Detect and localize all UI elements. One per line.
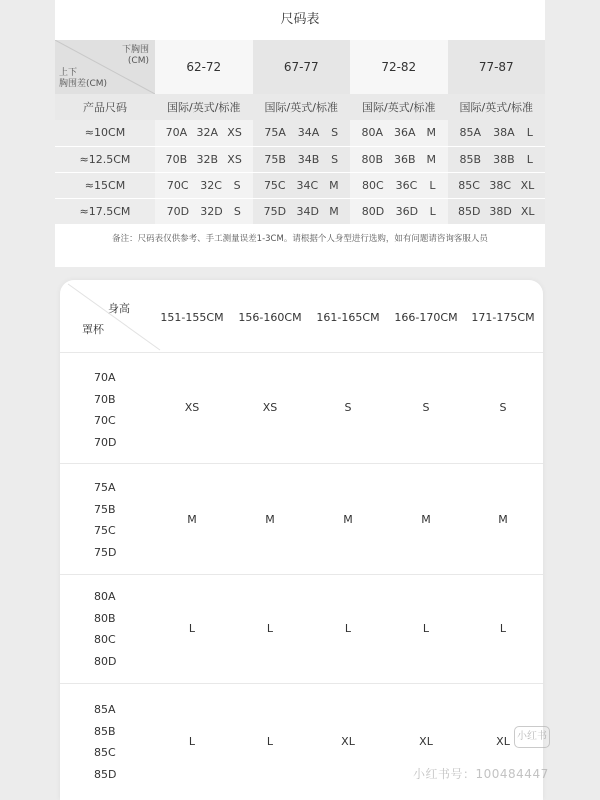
- height-range: 156-160CM: [238, 311, 302, 324]
- size-chart-note: 备注：尺码表仅供参考、手工测量误差1-3CM。请根据个人身型进行选购，如有问题请咨询客服人员: [112, 234, 488, 244]
- uk-size: 36A: [393, 126, 416, 140]
- cup-size: 85C: [94, 746, 116, 759]
- std-size: M: [329, 178, 339, 192]
- uk-size: 38A: [493, 126, 515, 140]
- size-cell: XL: [419, 735, 433, 748]
- cup-list: [94, 477, 116, 563]
- underbust-range: 77-87: [448, 40, 546, 94]
- intl-size: 85B: [459, 152, 482, 166]
- table-row: [55, 198, 545, 224]
- standards-label: 国际/英式/标准: [448, 94, 546, 120]
- intl-size: 75A: [264, 126, 286, 140]
- size-cell: XL: [496, 735, 510, 748]
- size-cell: L: [422, 622, 430, 635]
- uk-size: 36B: [394, 152, 416, 166]
- size-cell: XS: [262, 401, 278, 414]
- std-size: L: [526, 126, 533, 140]
- uk-size: 38B: [493, 152, 515, 166]
- size-cell: L: [188, 622, 196, 635]
- uk-size: 32A: [196, 126, 218, 140]
- size-cell: M: [498, 513, 508, 526]
- watermark-text: 小红书号：100484447: [413, 767, 549, 781]
- cup-size: 85B: [94, 724, 116, 738]
- size-table-subheader-row: [55, 94, 545, 120]
- table-row: [60, 576, 543, 684]
- cup-size: 75C: [94, 524, 116, 537]
- height-range: 161-165CM: [316, 311, 380, 324]
- size-cell: M: [187, 513, 197, 526]
- size-cell: S: [344, 401, 352, 414]
- std-size: S: [233, 178, 241, 192]
- cup-list: [94, 367, 116, 453]
- std-size: XL: [520, 204, 535, 218]
- size-cell: XS: [184, 401, 200, 414]
- bust-difference: ≈15CM: [55, 172, 155, 198]
- size-table-corner: [55, 40, 155, 94]
- bust-difference: ≈10CM: [55, 120, 155, 146]
- height-range: 171-175CM: [471, 311, 535, 324]
- intl-size: 80A: [361, 126, 384, 140]
- intl-size: 70B: [165, 152, 188, 166]
- intl-size: 75B: [264, 152, 286, 166]
- cup-size: 75D: [94, 545, 117, 559]
- cup-size: 80C: [94, 633, 116, 646]
- cup-size: 70C: [94, 414, 116, 427]
- uk-size: 32B: [196, 152, 219, 166]
- bust-difference: ≈17.5CM: [55, 198, 155, 224]
- underbust-range: 72-82: [350, 40, 448, 94]
- cup-size: 75B: [94, 502, 116, 516]
- underbust-range: 62-72: [155, 40, 253, 94]
- size-cell: L: [499, 622, 507, 635]
- cup-corner-label: 罩杯: [82, 323, 104, 336]
- std-size: S: [331, 152, 339, 166]
- cup-size: 70A: [94, 371, 116, 384]
- bust-difference: ≈12.5CM: [55, 146, 155, 172]
- watermark-logo: 小红书: [514, 726, 550, 748]
- intl-size: 80D: [361, 204, 385, 218]
- cup-chart-header: [60, 280, 543, 353]
- product-size-label: 产品尺码: [55, 94, 155, 120]
- difference-corner-label: 上下 胸围差(CM): [59, 68, 108, 89]
- std-size: S: [331, 126, 339, 140]
- height-range: 166-170CM: [394, 311, 458, 324]
- size-cell: M: [343, 513, 353, 526]
- size-cell: S: [499, 401, 507, 414]
- underbust-corner-label: 下胸围 (CM): [121, 45, 149, 66]
- size-chart-card: [55, 0, 545, 267]
- intl-size: 85D: [457, 204, 481, 218]
- uk-size: 32D: [200, 204, 223, 218]
- intl-size: 75C: [263, 178, 286, 192]
- intl-size: 85C: [458, 178, 480, 192]
- height-corner-label: 身高: [108, 302, 130, 315]
- table-row: [60, 354, 543, 464]
- std-size: M: [426, 126, 436, 140]
- size-cell: L: [266, 735, 274, 748]
- table-row: [55, 120, 545, 146]
- std-size: XS: [227, 152, 242, 166]
- size-cell: XL: [341, 735, 355, 748]
- std-size: S: [233, 204, 241, 218]
- standards-label: 国际/英式/标准: [350, 94, 448, 120]
- size-cell: L: [266, 622, 274, 635]
- intl-size: 75D: [263, 204, 287, 218]
- intl-size: 85A: [459, 126, 482, 140]
- cup-list: [94, 699, 116, 785]
- cup-size: 70B: [94, 392, 116, 406]
- standards-label: 国际/英式/标准: [155, 94, 253, 120]
- uk-size: 38D: [489, 204, 512, 218]
- cup-chart-card: [60, 280, 543, 800]
- size-table-header-row: [55, 40, 545, 94]
- cup-list: [94, 586, 116, 672]
- cup-size: 70D: [94, 435, 117, 449]
- height-range: 151-155CM: [160, 311, 224, 324]
- size-chart-title: 尺码表: [280, 12, 320, 27]
- table-row: [55, 146, 545, 172]
- cup-size: 80A: [94, 590, 116, 603]
- uk-size: 34C: [296, 178, 319, 192]
- table-row: [60, 685, 543, 800]
- size-cell: L: [188, 735, 196, 748]
- table-row: [55, 172, 545, 198]
- std-size: M: [329, 204, 339, 218]
- size-cell: S: [422, 401, 430, 414]
- uk-size: 34A: [297, 126, 320, 140]
- std-size: XS: [227, 126, 242, 140]
- std-size: M: [426, 152, 437, 166]
- cup-size: 85D: [94, 767, 117, 781]
- intl-size: 80B: [361, 152, 384, 166]
- intl-size: 70A: [165, 126, 188, 140]
- uk-size: 34B: [297, 152, 320, 166]
- cup-size: 75A: [94, 481, 116, 494]
- intl-size: 70C: [166, 178, 189, 192]
- intl-size: 80C: [361, 178, 384, 192]
- uk-size: 36D: [395, 204, 419, 218]
- size-table: [55, 40, 545, 225]
- cup-size: 85A: [94, 703, 116, 716]
- uk-size: 34D: [296, 204, 319, 218]
- std-size: L: [429, 178, 436, 192]
- table-row: [60, 465, 543, 575]
- std-size: L: [526, 152, 533, 166]
- std-size: XL: [520, 178, 535, 192]
- standards-label: 国际/英式/标准: [253, 94, 351, 120]
- underbust-range: 67-77: [253, 40, 351, 94]
- intl-size: 70D: [166, 204, 190, 218]
- size-cell: L: [344, 622, 352, 635]
- size-cell: M: [421, 513, 431, 526]
- cup-size: 80B: [94, 611, 116, 625]
- cup-size: 80D: [94, 654, 117, 668]
- std-size: L: [429, 204, 436, 218]
- uk-size: 38C: [489, 178, 512, 192]
- size-cell: M: [265, 513, 275, 526]
- uk-size: 32C: [200, 178, 222, 192]
- uk-size: 36C: [395, 178, 418, 192]
